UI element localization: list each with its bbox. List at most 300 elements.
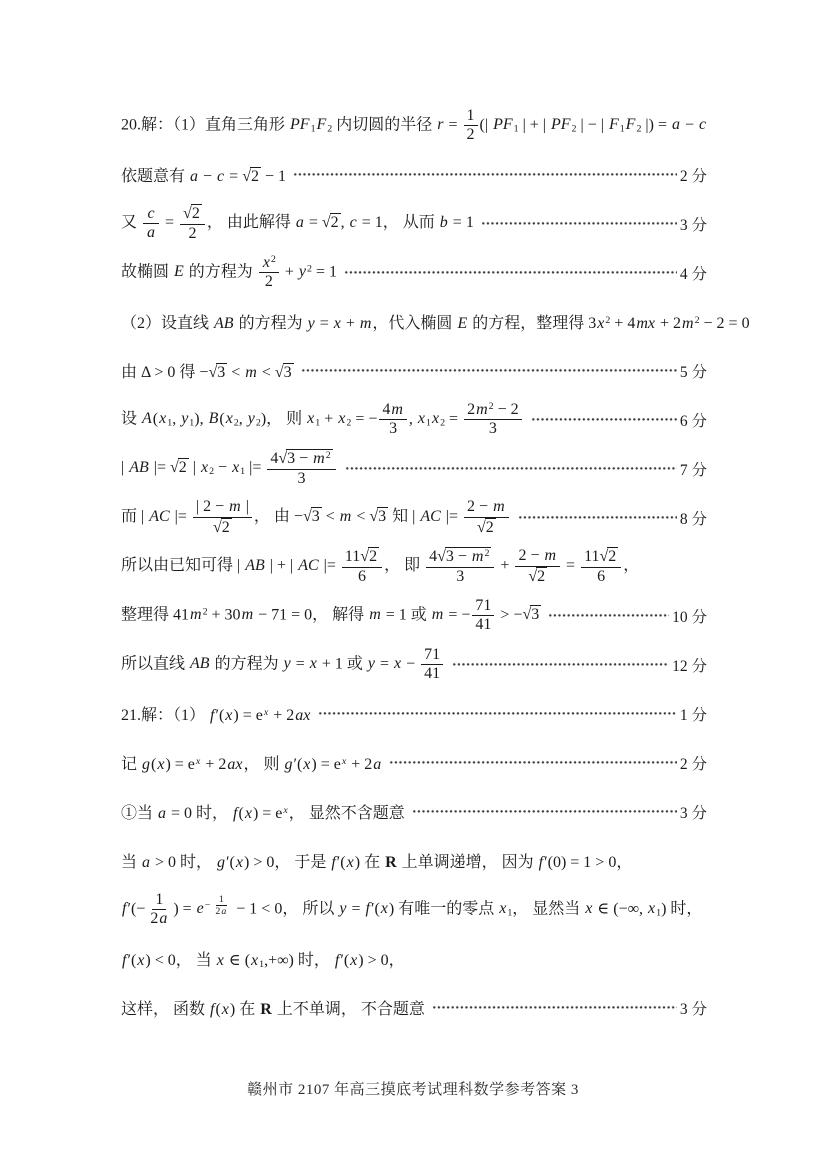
math-variable: x [232, 459, 240, 477]
math-variable: a [671, 116, 680, 134]
solution-line [121, 836, 707, 885]
text-run: ) 在 [229, 1001, 260, 1018]
solution-line [121, 640, 707, 689]
line-expression [121, 163, 286, 186]
solution-line [121, 983, 707, 1032]
text-run: 41 [424, 665, 441, 682]
text-run: 3 − [287, 450, 313, 468]
text-run: + 2 [269, 707, 295, 724]
fraction [147, 891, 171, 929]
dot-leader [531, 411, 677, 428]
text-run: ) 在 [354, 854, 385, 871]
text-run: 2 [215, 906, 221, 918]
math-variable: x [499, 900, 507, 918]
square-root: √2 [183, 205, 200, 223]
text-run: 2 [467, 400, 476, 418]
text-run: ) = e [233, 707, 263, 724]
text-run: 1 [218, 894, 224, 906]
text-run: ,+∞) 时， [264, 951, 334, 969]
text-run: 2 [250, 168, 259, 185]
text-run: 4 [382, 400, 391, 418]
text-run: 3 [311, 508, 320, 526]
text-run: − 2 = 0 [699, 315, 750, 332]
text-run: − 71 = 0， 解得 [254, 606, 369, 624]
text-run: 3 [531, 606, 540, 624]
math-variable: m [229, 498, 241, 516]
dot-leader [481, 215, 677, 232]
superscript: 2 [202, 606, 208, 618]
math-variable: AB [129, 459, 149, 477]
text-run: ) > 0， [358, 951, 405, 969]
math-variable: x [307, 410, 315, 428]
text-run: > 0 时， [151, 854, 217, 871]
math-variable: m [190, 606, 202, 624]
fraction [472, 597, 494, 635]
math-variable: x [225, 410, 233, 428]
math-variable: AC [149, 508, 170, 526]
subscript: 2 [636, 123, 642, 135]
math-variable: y [307, 315, 315, 332]
math-variable: PF [290, 116, 310, 134]
text-run: ， 显然不含题意 [288, 805, 405, 822]
text-run: 11 [344, 548, 361, 566]
line-expression [121, 204, 474, 243]
fraction [259, 254, 279, 292]
text-run: ) = e [252, 805, 283, 822]
fraction [143, 205, 159, 243]
text-run: = 1， 从而 [357, 214, 439, 232]
math-variable: x [431, 410, 440, 428]
score-mark: 8 分 [679, 510, 707, 528]
text-run: 而 | [121, 508, 149, 526]
math-variable: F [625, 116, 636, 134]
square-root: $√3 - m^2$ [278, 450, 331, 468]
subscript: 1 [315, 417, 321, 429]
fraction [581, 547, 621, 586]
score-mark: 4 分 [679, 265, 707, 283]
text-run: |) = [641, 116, 671, 134]
text-run: )， 则 [260, 410, 307, 428]
math-variable: x [195, 756, 201, 768]
dot-leader [518, 509, 677, 526]
text-run: |= [149, 459, 170, 477]
text-run: （2）设直线 [121, 315, 214, 332]
math-variable: c [699, 116, 707, 134]
subscript: 2 [346, 417, 352, 429]
line-expression [121, 996, 425, 1019]
text-run: + 30 [207, 606, 241, 624]
line-expression [121, 849, 632, 872]
math-variable: x [262, 253, 270, 271]
text-run: 2 [150, 910, 159, 927]
math-variable: E [174, 263, 184, 281]
subscript: 1 [189, 417, 195, 429]
score-mark: 5 分 [679, 363, 707, 381]
solution-line [121, 444, 707, 493]
text-run: 2 [188, 224, 197, 242]
text-run: 整理得 41 [121, 606, 190, 624]
math-variable: AB [245, 557, 265, 575]
dot-leader [344, 264, 677, 281]
text-run: 6 [357, 567, 366, 585]
text-run: , [172, 410, 181, 428]
fraction [426, 547, 494, 586]
math-variable: a [147, 224, 156, 241]
solution-line [121, 101, 707, 150]
text-run: 20.解：（1）直角三角形 [121, 116, 290, 134]
math-variable: x [338, 410, 346, 428]
text-run: | 2 − [195, 498, 229, 516]
score-mark: 3 分 [679, 1000, 707, 1018]
text-run: 当 [121, 854, 142, 871]
text-run: 故椭圆 [121, 263, 174, 281]
math-variable: m [544, 547, 557, 565]
math-variable: E [457, 315, 468, 332]
math-variable: B [208, 410, 219, 428]
text-run: ′( [293, 756, 303, 773]
text-run: 的方程，整理得 3 [468, 315, 597, 332]
math-variable: x [251, 951, 259, 969]
math-variable: AC [420, 508, 441, 526]
math-variable: m [476, 400, 488, 418]
math-variable: m [431, 606, 444, 624]
fraction [342, 547, 382, 586]
solution-line [121, 199, 707, 248]
text-run: ′(− [127, 900, 146, 918]
square-root: √2 [213, 518, 230, 536]
math-variable: x [283, 805, 288, 817]
text-run: | [241, 498, 249, 516]
text-run: ( [215, 1001, 221, 1018]
math-variable: m [359, 315, 372, 332]
text-run: 2 [264, 273, 273, 290]
line-expression [121, 597, 541, 635]
line-expression [121, 646, 445, 684]
math-variable: PF [551, 116, 571, 134]
text-run: = [225, 168, 243, 185]
text-run: ) 时， [661, 900, 703, 918]
solution-lines [121, 101, 750, 1032]
text-run: ( [219, 410, 225, 428]
text-run: 4 [270, 450, 279, 468]
dot-leader [452, 656, 669, 673]
text-run: ′( [226, 854, 235, 871]
text-run: 记 [121, 756, 142, 773]
square-root: √3 [522, 606, 540, 624]
math-variable: m [339, 508, 352, 526]
math-variable: m [471, 548, 484, 566]
text-run: 2 [537, 567, 546, 585]
subscript: 2 [255, 417, 261, 429]
math-variable: PF [493, 116, 513, 134]
superscript: 2 [270, 253, 276, 265]
fraction [180, 204, 205, 243]
math-variable: AB [214, 315, 234, 332]
math-variable: g [142, 756, 151, 773]
math-variable: m [391, 400, 403, 418]
text-run: ， 由此解得 [206, 214, 295, 232]
text-run: + 2 [347, 756, 373, 773]
text-run: + 4 [610, 315, 636, 332]
line-expression [121, 401, 524, 439]
text-run: − [204, 900, 211, 912]
square-root: √2 [321, 214, 339, 232]
text-run: = [562, 557, 580, 575]
math-variable: f [334, 951, 340, 969]
solution-line [121, 248, 707, 297]
math-variable: A [142, 410, 152, 428]
math-variable: x [157, 756, 165, 773]
square-root: √2 [599, 548, 617, 566]
text-run: + 2 [201, 756, 227, 773]
text-run: 2 [608, 548, 617, 566]
solution-line [121, 346, 707, 395]
text-run: ′( [215, 707, 225, 724]
solution-line [121, 542, 707, 591]
score-mark: 6 分 [679, 412, 707, 430]
square-root: √2 [169, 459, 187, 477]
text-run: < [352, 508, 370, 526]
math-variable: x [417, 410, 426, 428]
text-run: ′(0) = 1 > 0， [544, 854, 633, 871]
text-run: ) > 0， 于是 [243, 854, 331, 871]
math-variable: a [295, 214, 304, 232]
text-run: = − [444, 606, 471, 624]
subscript: 1 [656, 907, 662, 919]
math-variable: AC [298, 557, 319, 575]
math-variable: f [538, 854, 544, 871]
text-run: 依题意有 [121, 168, 190, 185]
math-variable: f [122, 900, 127, 918]
text-run: + [496, 557, 514, 575]
text-run: 4 [429, 548, 438, 566]
math-variable: x [244, 805, 252, 822]
math-variable: x [137, 951, 145, 969]
fraction [515, 547, 560, 586]
math-variable: x [346, 854, 354, 871]
text-run: ， 即 [384, 557, 425, 575]
text-run: | + | [518, 116, 550, 134]
math-variable: x [263, 707, 269, 719]
text-run: < [227, 364, 245, 381]
text-run: = 1 [448, 214, 474, 232]
text-run: 的方程为 [234, 315, 307, 332]
math-variable: m [682, 315, 694, 332]
text-run: 3 [378, 508, 387, 526]
text-run: 3 − [445, 548, 471, 566]
math-variable: mx [636, 315, 655, 332]
dot-leader [301, 362, 677, 379]
square-root: √3 [208, 364, 226, 381]
square-root: √2 [242, 168, 259, 185]
superscript: 2 [307, 263, 312, 275]
text-run: 知 | [388, 508, 420, 526]
superscript [204, 894, 233, 918]
subscript: 2 [571, 123, 577, 135]
subscript: 1 [619, 123, 625, 135]
solution-line [121, 297, 750, 346]
text-run: 所以直线 [121, 655, 190, 673]
dot-leader [389, 754, 677, 771]
text-run: − 2 [493, 400, 519, 418]
text-run: = [444, 116, 462, 134]
math-variable: y [181, 410, 189, 428]
square-root: √3 [274, 364, 292, 381]
solution-line [121, 150, 707, 199]
math-variable: x [394, 655, 402, 673]
text-run: = [291, 655, 309, 673]
text-run: + [280, 263, 298, 281]
math-variable: m [245, 364, 257, 381]
text-run: ), [194, 410, 208, 428]
math-variable: g [284, 756, 293, 773]
math-variable: m [369, 606, 381, 624]
text-run: 设 [121, 410, 142, 428]
fraction [464, 107, 478, 145]
text-run: = 1 或 [381, 606, 431, 624]
math-variable: x [200, 459, 209, 477]
text-run: 3 [217, 364, 226, 381]
math-variable: ax [295, 707, 311, 724]
text-run: 由 Δ > 0 得 − [121, 364, 209, 381]
line-expression [121, 702, 311, 725]
math-variable: x [648, 900, 656, 918]
text-run: 2 − [467, 498, 493, 516]
math-variable: x [350, 951, 358, 969]
subscript: 1 [426, 417, 431, 429]
math-variable: x [333, 315, 341, 332]
math-variable: c [147, 204, 155, 222]
text-run: 3 [297, 469, 306, 487]
solution-line [121, 787, 707, 836]
math-variable: m [313, 450, 325, 468]
text-run: , [340, 214, 349, 232]
superscript: 2 [488, 400, 494, 412]
solution-line [121, 689, 707, 738]
text-run: ， 由 − [253, 508, 303, 526]
square-root: $√3 - m^2$ [437, 548, 490, 566]
line-expression [121, 891, 702, 929]
text-run: 71 [424, 645, 441, 663]
square-root: √2 [476, 518, 494, 536]
math-variable: x [159, 410, 167, 428]
page-footer: 赣州市 2107 年高三摸底考试理科数学参考答案 3 [247, 1082, 579, 1098]
text-run: 的方程为 [184, 263, 257, 281]
math-variable: y [367, 655, 375, 673]
text-run: 2 − [518, 547, 544, 565]
text-run: ′( [127, 951, 137, 969]
dot-leader [548, 607, 669, 624]
math-variable: x [341, 756, 347, 768]
text-run: ， 显然当 [512, 900, 585, 918]
math-variable: r [437, 116, 444, 134]
math-variable: y [339, 900, 347, 918]
bold-symbol: R [260, 1001, 272, 1018]
math-variable: a [142, 854, 151, 871]
math-variable: b [439, 214, 448, 232]
fraction [464, 401, 522, 439]
text-run: 2 [178, 459, 187, 477]
subscript: 1 [507, 907, 513, 919]
text-run: 6 [597, 567, 606, 585]
math-variable: x [221, 1001, 229, 1018]
score-mark: 7 分 [679, 461, 707, 479]
line-expression [121, 254, 337, 292]
text-run: , [408, 410, 417, 428]
solution-line [121, 395, 707, 444]
text-run: 1 [155, 890, 164, 908]
score-mark: 1 分 [679, 706, 707, 724]
math-variable: f [233, 805, 238, 822]
text-run: 3 [456, 567, 465, 585]
subscript: 2 [209, 466, 215, 478]
text-run: 21.解：（1） [121, 707, 210, 724]
text-run: + 1 或 [317, 655, 367, 673]
text-run: ′( [336, 854, 346, 871]
math-variable: f [210, 707, 215, 724]
fraction [193, 498, 252, 537]
math-variable: x [309, 655, 317, 673]
text-run: ( [151, 756, 157, 773]
text-run: ∈ ( [224, 951, 251, 969]
math-variable: ax [227, 756, 243, 773]
square-root: √3 [369, 508, 387, 526]
math-variable: c [349, 214, 357, 232]
math-variable: f [331, 854, 336, 871]
line-expression [121, 107, 707, 145]
text-run: < [321, 508, 339, 526]
subscript: 1 [513, 123, 519, 135]
dot-leader [293, 166, 677, 183]
subscript: 2 [440, 417, 446, 429]
text-run: 所以由已知可得 | [121, 557, 245, 575]
text-run: ，代入椭圆 [372, 315, 457, 332]
text-run: |= [170, 508, 191, 526]
score-mark: 2 分 [679, 755, 707, 773]
text-run: |= [245, 459, 266, 477]
math-variable: a [158, 805, 167, 822]
solution-line [121, 591, 707, 640]
math-variable: m [241, 606, 254, 624]
line-expression [121, 947, 405, 970]
dot-leader [318, 705, 676, 722]
text-run: + [341, 315, 359, 332]
math-variable: g [217, 854, 226, 871]
text-run: ) = [173, 900, 196, 918]
text-run: − [680, 116, 698, 134]
dot-leader [412, 803, 677, 820]
math-variable: e [196, 900, 204, 918]
text-run: 上单调递增， 因为 [397, 854, 538, 871]
text-run: 的方程为 [210, 655, 283, 673]
score-mark: 3 分 [679, 216, 707, 234]
bold-symbol: R [385, 854, 397, 871]
square-root: √3 [302, 508, 320, 526]
text-run: = [445, 410, 463, 428]
text-run: = 1 [311, 263, 337, 281]
text-run: |= [441, 508, 463, 526]
fraction [212, 894, 230, 918]
superscript: 2 [484, 548, 490, 560]
math-variable: F [316, 116, 327, 134]
text-run: = [161, 214, 179, 232]
math-variable: y [283, 655, 291, 673]
line-expression [121, 310, 750, 333]
text-run: = [315, 315, 333, 332]
math-variable: x [380, 900, 388, 918]
math-variable: x [303, 756, 311, 773]
text-run: ( [152, 410, 159, 428]
